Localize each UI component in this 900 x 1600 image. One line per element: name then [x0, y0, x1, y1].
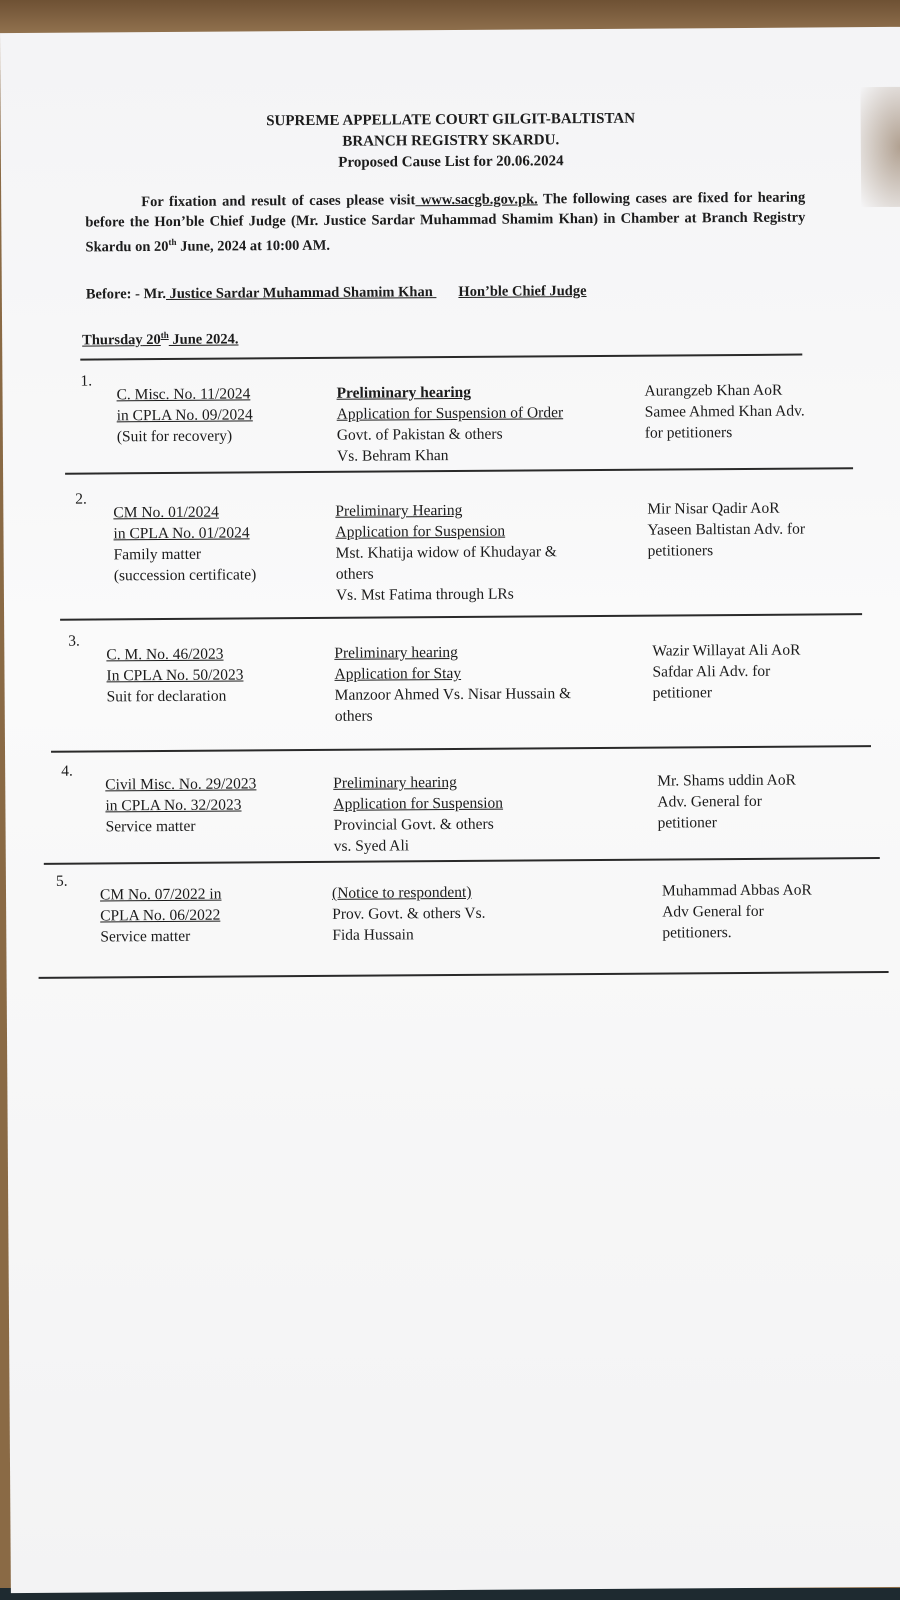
counsel-line: Yaseen Baltistan Adv. for [647, 520, 806, 539]
case-reference-line: CPLA No. 06/2022 [100, 906, 221, 925]
case-details-line: Vs. Behram Khan [336, 447, 449, 465]
judge-title: Hon’ble Chief Judge [458, 283, 587, 300]
case-details [332, 882, 486, 946]
case-details-line: Mst. Khatija widow of Khudayar & [335, 543, 557, 562]
case-details-line: others [334, 707, 373, 725]
case-reference-line: in CPLA No. 32/2023 [105, 796, 242, 815]
counsel [647, 498, 805, 562]
case-details-line: Application for Suspension [335, 522, 506, 541]
case-reference [113, 501, 256, 586]
counsel-line: Mr. Shams uddin AoR [657, 771, 796, 790]
judge-name: Justice Sardar Muhammad Shamim Khan [165, 284, 437, 302]
case-reference-line: Suit for declaration [106, 687, 227, 706]
counsel-line: Muhammad Abbas AoR [661, 881, 812, 900]
divider [60, 613, 862, 620]
case-reference-line: in CPLA No. 01/2024 [113, 524, 250, 543]
case-details-line: Preliminary hearing [334, 643, 458, 662]
counsel-line: Aurangzeb Khan AoR [644, 381, 783, 400]
counsel [657, 770, 796, 834]
case-reference [105, 773, 257, 837]
case-details [336, 381, 563, 467]
case-reference-line: Service matter [105, 817, 196, 836]
counsel-line: Safdar Ali Adv. for [652, 662, 771, 681]
case-number: 2. [75, 490, 87, 508]
case-number: 1. [80, 372, 93, 390]
counsel-line: for petitioners [644, 424, 733, 442]
counsel [644, 380, 804, 444]
case-details-line: Application for Suspension of Order [336, 404, 564, 423]
intro-paragraph: For fixation and result of cases please visit www.sacgb.gov.pk. The following cases are fixed for hearing before the Hon’ble Chief Judge (Mr. Justice Sardar Muhammad Shamim Khan) in Chamber at Branch Registry Skardu on 20th June, 2024 at 10:00 AM. [85, 189, 806, 256]
case-reference [100, 884, 222, 948]
case-number: 3. [68, 632, 80, 650]
cause-list-title: Proposed Cause List for 20.06.2024 [338, 153, 564, 171]
counsel-line: Mir Nisar Qadir AoR [647, 499, 780, 518]
counsel-line: petitioners [647, 542, 714, 560]
case-reference-line: CM No. 07/2022 in [99, 885, 222, 904]
case-number: 5. [55, 872, 68, 890]
hearing-date: Thursday 20th June 2024. [82, 329, 239, 349]
case-reference-line: Service matter [100, 927, 191, 946]
divider [65, 467, 853, 474]
counsel [652, 640, 801, 704]
counsel-line: Samee Ahmed Khan Adv. [644, 402, 805, 421]
counsel-line: Adv General for [662, 902, 764, 921]
case-details-line: Prov. Govt. & others Vs. [332, 904, 486, 923]
registry-name: BRANCH REGISTRY SKARDU. [342, 132, 560, 150]
case-reference-line: In CPLA No. 50/2023 [106, 666, 244, 685]
case-details-line: others [335, 565, 374, 583]
case-details-line: Preliminary hearing [336, 383, 472, 402]
case-reference-line: Civil Misc. No. 29/2023 [105, 775, 257, 794]
case-details-line: Provincial Govt. & others [333, 815, 494, 834]
court-name: SUPREME APPELLATE COURT GILGIT-BALTISTAN [266, 110, 636, 130]
case-reference-line: Family matter [113, 545, 202, 564]
case-reference-line: C. Misc. No. 11/2024 [116, 385, 251, 404]
bench-line: Before: - Mr. Justice Sardar Muhammad Shamim Khan Hon’ble Chief Judge [85, 283, 587, 303]
case-details-line: Govt. of Pakistan & others [336, 425, 503, 444]
cause-list-page [0, 27, 900, 1593]
case-details-line: Preliminary Hearing [335, 501, 463, 520]
counsel-line: petitioners. [662, 924, 732, 942]
case-reference-line: C. M. No. 46/2023 [106, 645, 224, 664]
case-details-line: (Notice to respondent) [331, 883, 472, 902]
document-header [1, 107, 900, 176]
divider [80, 354, 802, 361]
case-reference-line: (Suit for recovery) [116, 427, 233, 446]
case-details-line: Fida Hussain [332, 926, 414, 944]
divider [39, 971, 889, 978]
case-details [333, 772, 503, 857]
case-details-line: vs. Syed Ali [333, 837, 410, 855]
case-details-line: Vs. Mst Fatima through LRs [335, 585, 514, 604]
counsel-line: Wazir Willayat Ali AoR [652, 641, 801, 660]
case-reference [116, 383, 253, 447]
divider [51, 745, 871, 752]
website-link[interactable]: www.sacgb.gov.pk. [415, 191, 538, 209]
divider [44, 857, 880, 864]
case-details [334, 641, 571, 727]
case-details-line: Manzoor Ahmed Vs. Nisar Hussain & [334, 685, 572, 704]
case-number: 4. [61, 762, 73, 780]
case-reference-line: in CPLA No. 09/2024 [116, 406, 253, 425]
case-reference-line: (succession certificate) [113, 566, 257, 585]
case-reference-line: CM No. 01/2024 [113, 503, 219, 522]
case-details [335, 499, 557, 606]
case-details-line: Application for Suspension [333, 794, 504, 813]
counsel-line: petitioner [652, 684, 713, 702]
counsel-line: Adv. General for [657, 792, 762, 811]
case-details-line: Application for Stay [334, 664, 462, 683]
case-reference [106, 643, 243, 707]
case-details-line: Preliminary hearing [333, 773, 457, 792]
counsel-line: petitioner [657, 814, 718, 832]
counsel [662, 879, 812, 943]
